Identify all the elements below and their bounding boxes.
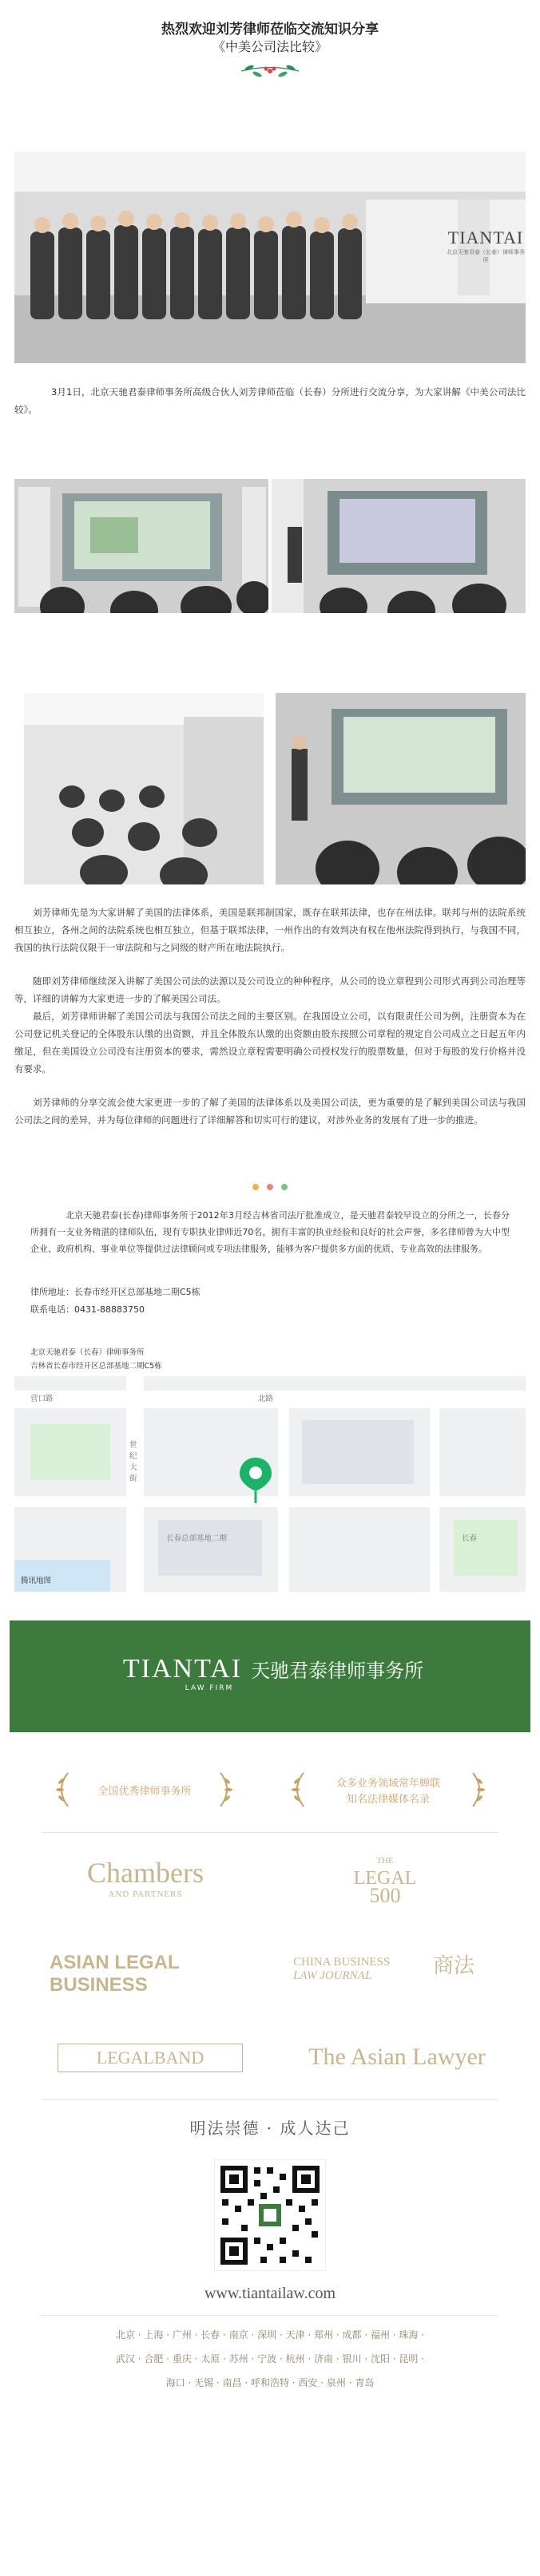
brand-alb-line-1: ASIAN LEGAL — [50, 1952, 180, 1973]
firm-intro-paragraph: 北京天驰君泰(长春)律师事务所于2012年3月经吉林省司法厅批准成立，是天驰君泰较早设立的分所之一，长春分所拥有一支业务精湛的律师队伍，现有专职执业律师近70名，拥有丰富的执业经验和良好的社会声誉，多名律师曾为大中型企业、政府机构、事业单位等提供过法律顾问或专项法律服务，能够为客户提供多方面的优质、专业高效的法律服务。 — [30, 1210, 510, 1254]
qr-code-icon[interactable] — [214, 2159, 326, 2271]
map-pin-icon[interactable] — [238, 1456, 273, 1504]
body-paragraph-1: 刘芳律师先是为大家讲解了美国的法律体系，美国是联邦制国家，既存在联邦法律，也存在州法律。联邦与州的法院系统相互独立，各州之间的法院系统也相互独立，但基于联邦法律，一州作出的有效判决有权在他州法院得到执行，与我国不同，我国的执行法院仅限于一审法院和与之同级的财产所在地法院执行。 — [14, 907, 526, 953]
laurel-left-icon — [54, 1771, 71, 1808]
brand-legalband — [58, 2044, 243, 2072]
brand-alb-line-2: BUSINESS — [50, 1974, 148, 1996]
brand-legal500-the: THE — [376, 1856, 394, 1866]
lecture-photo-2 — [272, 479, 526, 613]
firm-poster — [10, 1620, 530, 2562]
map-road-top: 营口路 — [30, 1395, 54, 1403]
brand-legal500-legal: LEGAL — [353, 1868, 417, 1889]
body-paragraph-3: 最后，刘芳律师讲解了美国公司法与我国公司法之间的主要区别。在我国设立公司，以有限责任公司为例，注册资本为在公司登记机关登记的全体股东认缴的出资额，并且全体股东认缴的出资额由股东按照公司章程的规定自公司成立之日起五年内缴足，但在美国设立公司没有注册资本的要求，需然设立章程需要明确公司授权发行的股票数量，但对于每股的发行价格并没有要求。 — [14, 1011, 526, 1074]
poster-cities-line-2: 武汉 · 合肥 · 重庆 · 太原 · 苏州 · 宁波 · 杭州 · 济南 · 银川 · 沈阳 · 昆明 · — [115, 2353, 425, 2364]
contact-address: 律所地址：长春市经开区总部基地二期C5栋 — [30, 1287, 201, 1297]
office-sign-name: 北京天驰君泰（长春）律师事务所 — [447, 249, 525, 263]
award-badge-1 — [54, 1768, 237, 1813]
brand-cblj-line-1: CHINA BUSINESS — [293, 1956, 391, 1969]
poster-motto: 明法崇德 · 成人达己 — [189, 2119, 351, 2138]
poster-footer-band — [10, 2419, 530, 2420]
brand-chambers-sub: AND PARTNERS — [108, 1889, 183, 1899]
poster-logo-sub: LAW FIRM — [185, 1684, 234, 1692]
award-2-line-1: 众多业务领域常年蝉联 — [336, 1778, 440, 1790]
poster-cities-line-3: 海口 · 无锡 · 南昌 · 呼和浩特 · 西安 · 泉州 · 青岛 — [165, 2377, 375, 2388]
poster-divider — [42, 1832, 498, 1833]
laurel-right-icon — [470, 1771, 487, 1808]
brand-asian-lawyer: The Asian Lawyer — [308, 2044, 486, 2070]
map-road-vertical: 世纪大街 — [129, 1441, 137, 1483]
group-photo — [14, 152, 526, 363]
map-label-name: 北京天驰君泰（长春）律师事务所 — [30, 1348, 145, 1357]
poster-logo-text: TIANTAI — [122, 1654, 243, 1684]
lecture-photo-1 — [14, 479, 268, 613]
map-road-north: 北路 — [258, 1395, 274, 1403]
body-paragraph-4: 刘芳律师的分享交流会使大家更进一步的了解了美国的法律体系以及美国公司法，更为重要的是了解到美国公司法与我国公司法之间的差异，并为每位律师的问题进行了详细解答和切实可行的建议，对涉外业务的发展有了进一步的推进。 — [14, 1097, 526, 1126]
brand-legal500-number: 500 — [369, 1884, 401, 1907]
laurel-right-icon — [217, 1771, 235, 1808]
poster-firm-name: 天驰君泰律师事务所 — [251, 1660, 424, 1682]
office-sign-logo: TIANTAI — [447, 228, 524, 247]
office-sign — [446, 228, 526, 264]
brand-cblj — [293, 1956, 501, 1983]
brand-chambers-name: Chambers — [87, 1857, 204, 1889]
leaf-ornament-icon — [238, 61, 302, 81]
award-badge-2 — [289, 1768, 489, 1813]
map-area-label: 长春总部基地二期 — [166, 1534, 228, 1543]
poster-divider-2 — [42, 2099, 498, 2100]
brand-alb — [50, 1952, 241, 1996]
map-logo: 腾讯地图 — [21, 1577, 52, 1585]
award-1-text: 全国优秀律师事务所 — [97, 1786, 192, 1798]
page-title: 热烈欢迎刘芳律师莅临交流知识分享 — [161, 22, 379, 38]
map-label-address: 吉林省长春市经开区总部基地二期C5栋 — [30, 1362, 162, 1371]
map-widget[interactable] — [14, 1376, 526, 1592]
brand-legal500 — [313, 1852, 457, 1905]
poster-cities-line-1: 北京 · 上海 · 广州 · 长春 · 南京 · 深圳 · 天津 · 郑州 · 成都 · 福州 · 珠海 · — [115, 2329, 425, 2341]
brand-cblj-chars: 商法 — [433, 1954, 475, 1977]
brand-chambers — [42, 1856, 249, 1899]
divider-dots — [0, 1178, 540, 1193]
page-subtitle: 《中美公司法比较》 — [212, 39, 328, 54]
poster-logo — [97, 1654, 449, 1692]
contact-phone[interactable]: 联系电话：0431-88883750 — [30, 1304, 145, 1315]
map-area-right: 长春 — [462, 1534, 478, 1543]
laurel-left-icon — [289, 1771, 307, 1808]
poster-website[interactable]: www.tiantailaw.com — [204, 2285, 336, 2302]
speaker-photo — [276, 693, 526, 884]
brand-legalband-text: LEGALBAND — [96, 2048, 204, 2068]
audience-photo — [24, 693, 264, 884]
poster-divider-3 — [42, 2315, 498, 2316]
intro-paragraph: 3月1日，北京天驰君泰律师事务所高级合伙人刘芳律师莅临（长春）分所进行交流分享，为大家讲解《中美公司法比较》。 — [14, 386, 526, 415]
body-paragraph-2: 随即刘芳律师继续深入讲解了美国公司法的法源以及公司设立的种种程序，从公司的设立章程到公司形式再到公司治理等等，详细的讲解为大家更进一步的了解美国公司法。 — [14, 975, 526, 1004]
brand-cblj-line-2: LAW JOURNAL — [293, 1969, 372, 1982]
award-2-line-2: 知名法律媒体名录 — [346, 1794, 430, 1806]
